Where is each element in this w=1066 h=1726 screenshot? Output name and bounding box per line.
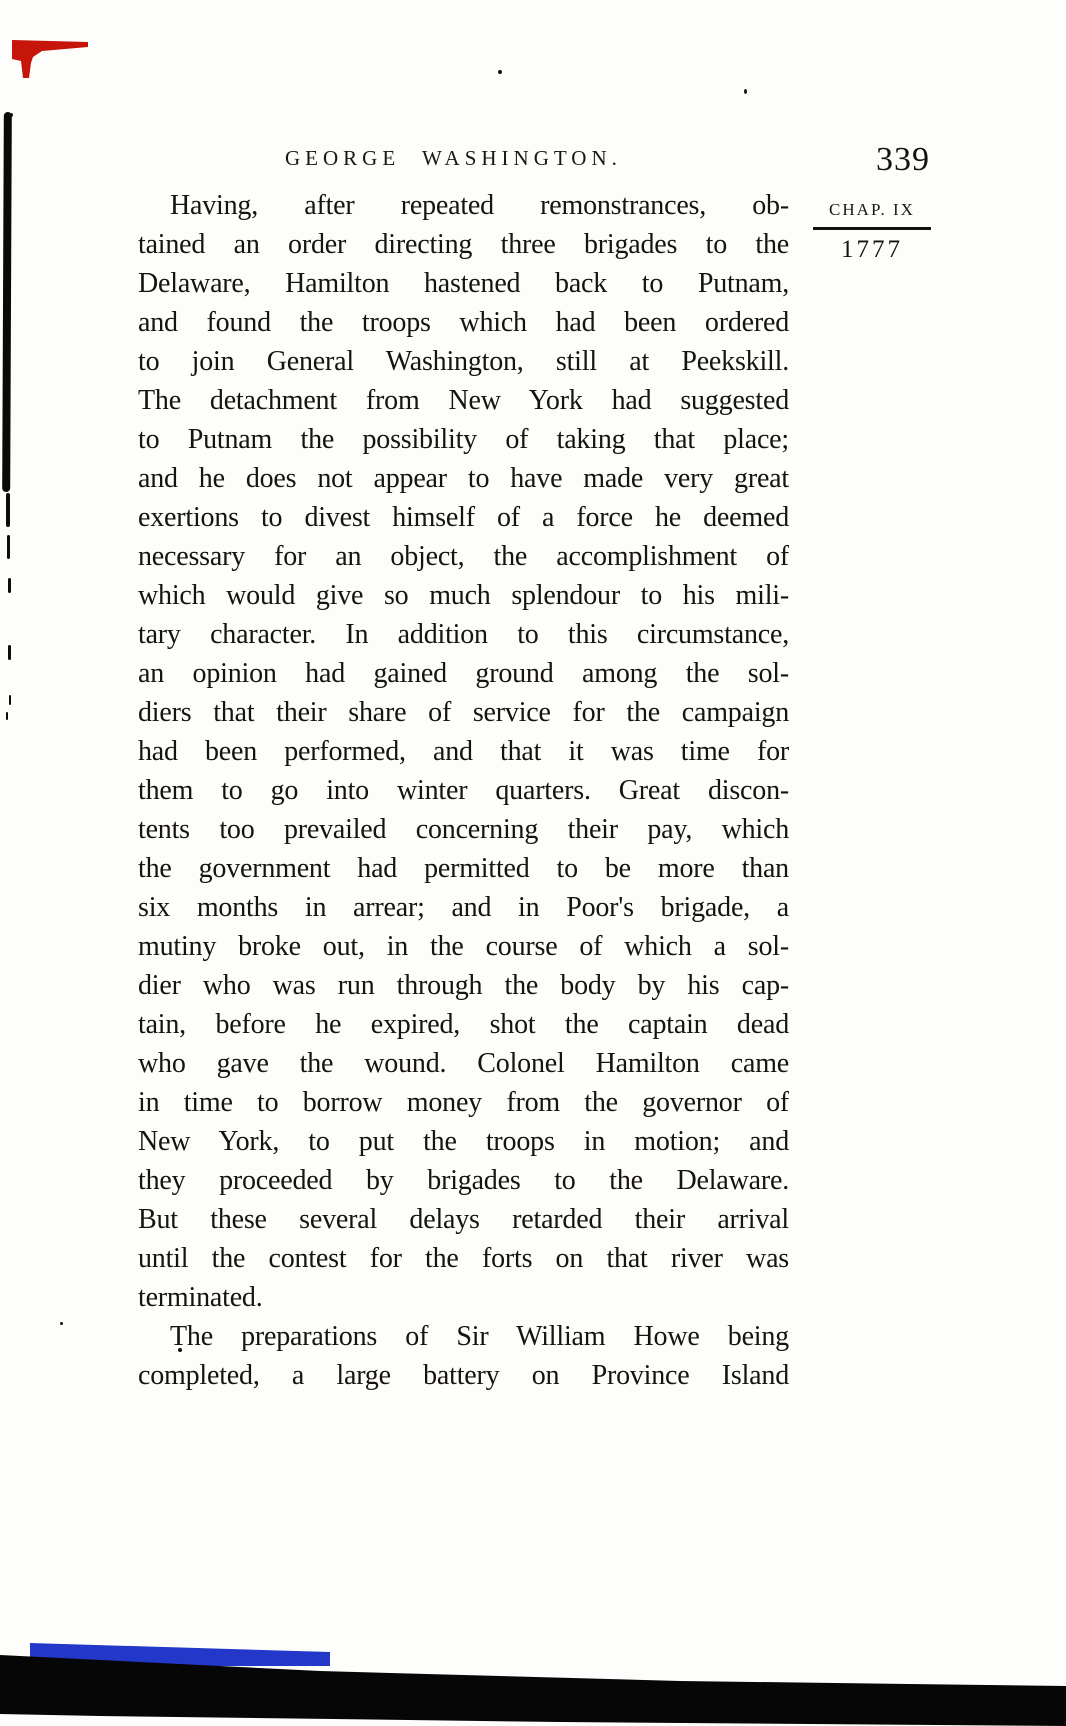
chapter-label: CHAP. IX (829, 200, 915, 219)
text-line: tary character. In addition to this circumstance, (138, 619, 789, 650)
text-line: exertions to divest himself of a force he deemed (138, 502, 789, 533)
text-line: had been performed, and that it was time for (138, 736, 789, 767)
text-line: mutiny broke out, in the course of which a sol- (138, 931, 789, 962)
page-number: 339 (876, 141, 930, 178)
chapter-rule (813, 227, 931, 230)
text-line: dier who was run through the body by his cap- (138, 970, 789, 1001)
text-line: The detachment from New York had suggested (138, 385, 789, 416)
scan-speck (9, 113, 13, 117)
left-edge-scan-line (2, 112, 12, 492)
text-line: until the contest for the forts on that river was (138, 1243, 789, 1274)
red-flag-mark (10, 36, 90, 80)
text-line: to join General Washington, still at Peekskill. (138, 346, 789, 377)
scan-dash (6, 712, 8, 720)
text-line: and found the troops which had been ordered (138, 307, 789, 338)
text-line: But these several delays retarded their arrival (138, 1204, 789, 1235)
text-line: they proceeded by brigades to the Delaware. (138, 1165, 789, 1196)
text-line: diers that their share of service for the campaign (138, 697, 789, 728)
text-line: tained an order directing three brigades to the (138, 229, 789, 260)
text-line: The preparations of Sir William Howe being (170, 1321, 789, 1352)
scan-speck (60, 1322, 63, 1325)
text-line: New York, to put the troops in motion; and (138, 1126, 789, 1157)
margin-note (813, 200, 931, 264)
text-line: Having, after repeated remonstrances, ob- (170, 190, 789, 221)
text-line: six months in arrear; and in Poor's brigade, a (138, 892, 789, 923)
year-label: 1777 (841, 236, 903, 263)
scan-dash (6, 493, 10, 527)
text-line: to Putnam the possibility of taking that place; (138, 424, 789, 455)
text-line: necessary for an object, the accomplishment of (138, 541, 789, 572)
text-line: terminated. (138, 1282, 263, 1313)
text-line: tain, before he expired, shot the captain dead (138, 1009, 789, 1040)
scan-speck (744, 89, 747, 94)
running-header: GEORGE WASHINGTON. (285, 146, 622, 170)
text-line: tents too prevailed concerning their pay, which (138, 814, 789, 845)
text-line: in time to borrow money from the governor of (138, 1087, 789, 1118)
scan-dash (8, 578, 11, 593)
scan-dash (9, 695, 11, 705)
text-line: and he does not appear to have made very great (138, 463, 789, 494)
scan-speck (498, 70, 502, 74)
text-line: who gave the wound. Colonel Hamilton came (138, 1048, 789, 1079)
text-line: Delaware, Hamilton hastened back to Putnam, (138, 268, 789, 299)
text-line: completed, a large battery on Province Island (138, 1360, 789, 1391)
text-line: an opinion had gained ground among the sol- (138, 658, 789, 689)
body-text (138, 186, 789, 1395)
scan-dash (7, 535, 10, 559)
text-line: them to go into winter quarters. Great discon- (138, 775, 789, 806)
text-line: which would give so much splendour to his mili- (138, 580, 789, 611)
text-line: the government had permitted to be more than (138, 853, 789, 884)
scan-dash (8, 645, 11, 660)
